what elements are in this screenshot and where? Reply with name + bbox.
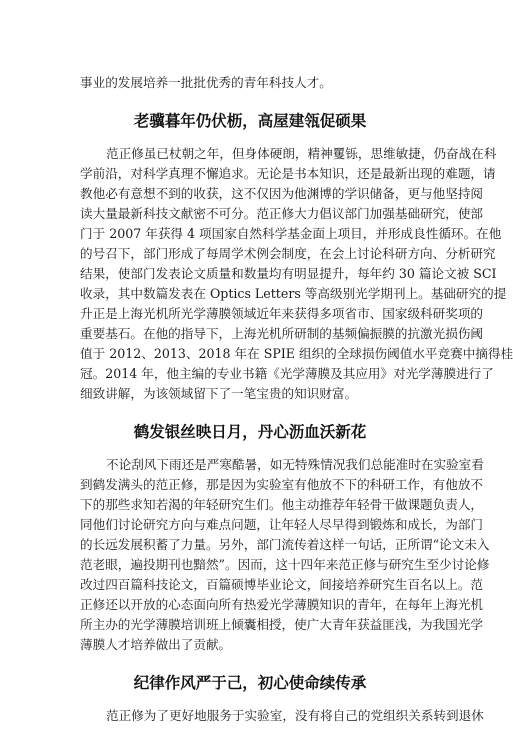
paragraph-line: 同他们讨论研究方向与难点问题，让年轻人尽早得到锻炼和成长，为部门 xyxy=(80,517,483,532)
paragraph-line: 范正修为了更好地服务于实验室，没有将自己的党组织关系转到退休 xyxy=(106,708,484,723)
paragraph-line: 的号召下，部门形成了每周学术例会制度，在会上讨论科研方向、分析研究 xyxy=(80,246,496,261)
paragraph-line: 不论刮风下雨还是严寒酷暑，如无特殊情况我们总能准时在实验室看 xyxy=(106,457,484,472)
paragraph-line: 范正修虽已杖朝之年，但身体硬朗，精神矍铄，思维敏捷，仍奋战在科 xyxy=(106,146,497,161)
paragraph-line: 升正是上海光机所光学薄膜领域近年来获得多项省市、国家级科研奖项的 xyxy=(80,306,483,321)
paragraph-line: 改过四百篇科技论文，百篇硕博毕业论文，间接培养研究生百名以上。范 xyxy=(80,577,483,592)
paragraph-line: 冠。2014 年，他主编的专业书籍《光学薄膜及其应用》对光学薄膜进行了 xyxy=(80,366,494,381)
section-heading-3: 纪律作风严于己，初心使命续传承 xyxy=(133,674,367,692)
paragraph-line: 门于 2007 年获得 4 项国家自然科学基金面上项目，并形成良性循环。在他 xyxy=(80,226,502,241)
paragraph-line: 正修还以开放的心态面向所有热爱光学薄膜知识的青年，在每年上海光机 xyxy=(80,597,483,612)
section-heading-2: 鹤发银丝映日月，丹心沥血沃新花 xyxy=(133,423,367,441)
paragraph-line: 值于 2012、2013、2018 年在 SPIE 组织的全球损伤阈值水平竞赛中摘得桂 xyxy=(80,346,513,361)
intro-line: 事业的发展培养一批批优秀的青年科技人才。 xyxy=(80,75,332,90)
paragraph-line: 结果，使部门发表论文质量和数量均有明显提升，每年约 30 篇论文被 SCI xyxy=(80,266,497,281)
paragraph-line: 学前沿，对科学真理不懈追求。无论是书本知识，还是最新出现的难题，请 xyxy=(80,166,496,181)
paragraph-line: 所主办的光学薄膜培训班上倾囊相授，使广大青年获益匪浅，为我国光学 xyxy=(80,617,483,632)
paragraph-line: 重要基石。在他的指导下，上海光机所研制的基频偏振膜的抗激光损伤阈 xyxy=(80,326,483,341)
paragraph-line: 收录，其中数篇发表在 Optics Letters 等高级别光学期刊上。基础研究的提 xyxy=(80,286,507,301)
paragraph-line: 读大量最新科技文献密不可分。范正修大力倡议部门加强基础研究，使部 xyxy=(80,206,483,221)
section-heading-1: 老骥暮年仍伏枥，高屋建瓴促硕果 xyxy=(133,112,367,130)
paragraph-line: 细致讲解，为该领域留下了一笔宝贵的知识财富。 xyxy=(80,386,358,401)
paragraph-line: 到鹤发满头的范正修，那是因为实验室有他放不下的科研工作，有他放不 xyxy=(80,477,483,492)
paragraph-line: 范老眼，遍投期刊也黯然”。因而，这十四年来范正修与研究生至少讨论修 xyxy=(80,557,490,572)
paragraph-line: 教他必有意想不到的收获，这不仅因为他渊博的学识储备，更与他坚持阅 xyxy=(80,186,483,201)
paragraph-line: 下的那些求知若渴的年轻研究生们。他主动推荐年轻骨干做课题负责人， xyxy=(80,497,483,512)
paragraph-line: 薄膜人才培养做出了贡献。 xyxy=(80,637,232,652)
paragraph-line: 的长远发展积蓄了力量。另外，部门流传着这样一句话，正所谓“论文未入 xyxy=(80,537,490,552)
